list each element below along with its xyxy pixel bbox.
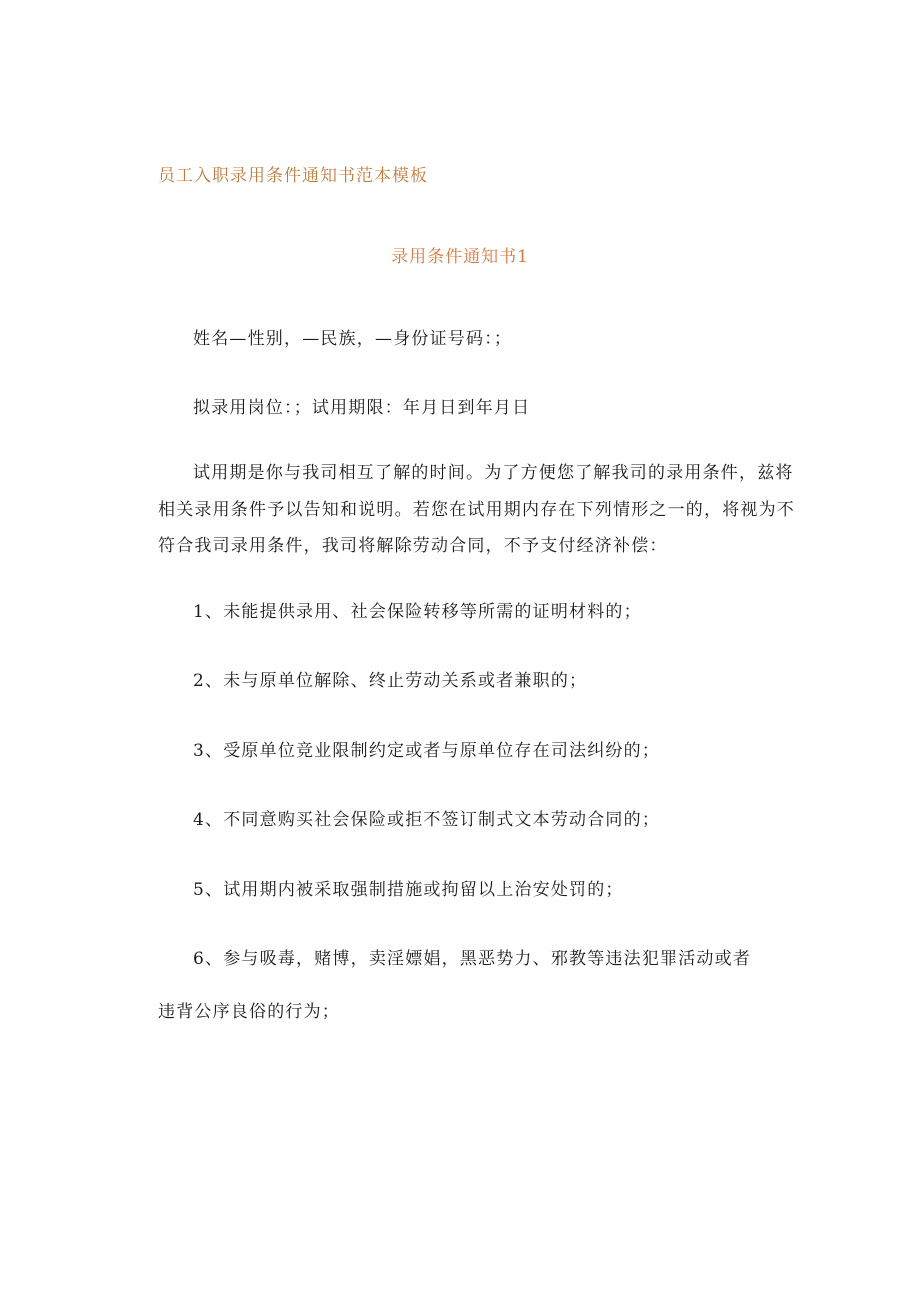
identity-line: 姓名—性别，—民族，—身份证号码：； <box>193 329 513 349</box>
condition-item-6-continuation: 违背公序良俗的行为； <box>158 1002 340 1022</box>
intro-line-2: 相关录用条件予以告知和说明。若您在试用期内存在下列情形之一的，将视为不 <box>158 500 795 520</box>
intro-line-1: 试用期是你与我司相互了解的时间。为了方便您了解我司的录用条件，兹将 <box>193 463 794 483</box>
condition-item-3: 3、受原单位竞业限制约定或者与原单位存在司法纠纷的； <box>193 741 661 761</box>
position-line: 拟录用岗位：；试用期限：年月日到年月日 <box>193 398 531 418</box>
condition-item-4: 4、不同意购买社会保险或拒不签订制式文本劳动合同的； <box>193 810 661 830</box>
document-title: 员工入职录用条件通知书范本模板 <box>158 166 428 186</box>
condition-item-5: 5、试用期内被采取强制措施或拘留以上治安处罚的； <box>193 880 624 900</box>
intro-line-3: 符合我司录用条件，我司将解除劳动合同，不予支付经济补偿： <box>158 536 668 556</box>
condition-item-2: 2、未与原单位解除、终止劳动关系或者兼职的； <box>193 671 588 691</box>
notice-heading: 录用条件通知书1 <box>391 247 529 267</box>
condition-item-6: 6、参与吸毒，赌博，卖淫嫖娼，黑恶势力、邪教等违法犯罪活动或者 <box>193 949 752 969</box>
condition-item-1: 1、未能提供录用、社会保险转移等所需的证明材料的； <box>193 602 642 622</box>
